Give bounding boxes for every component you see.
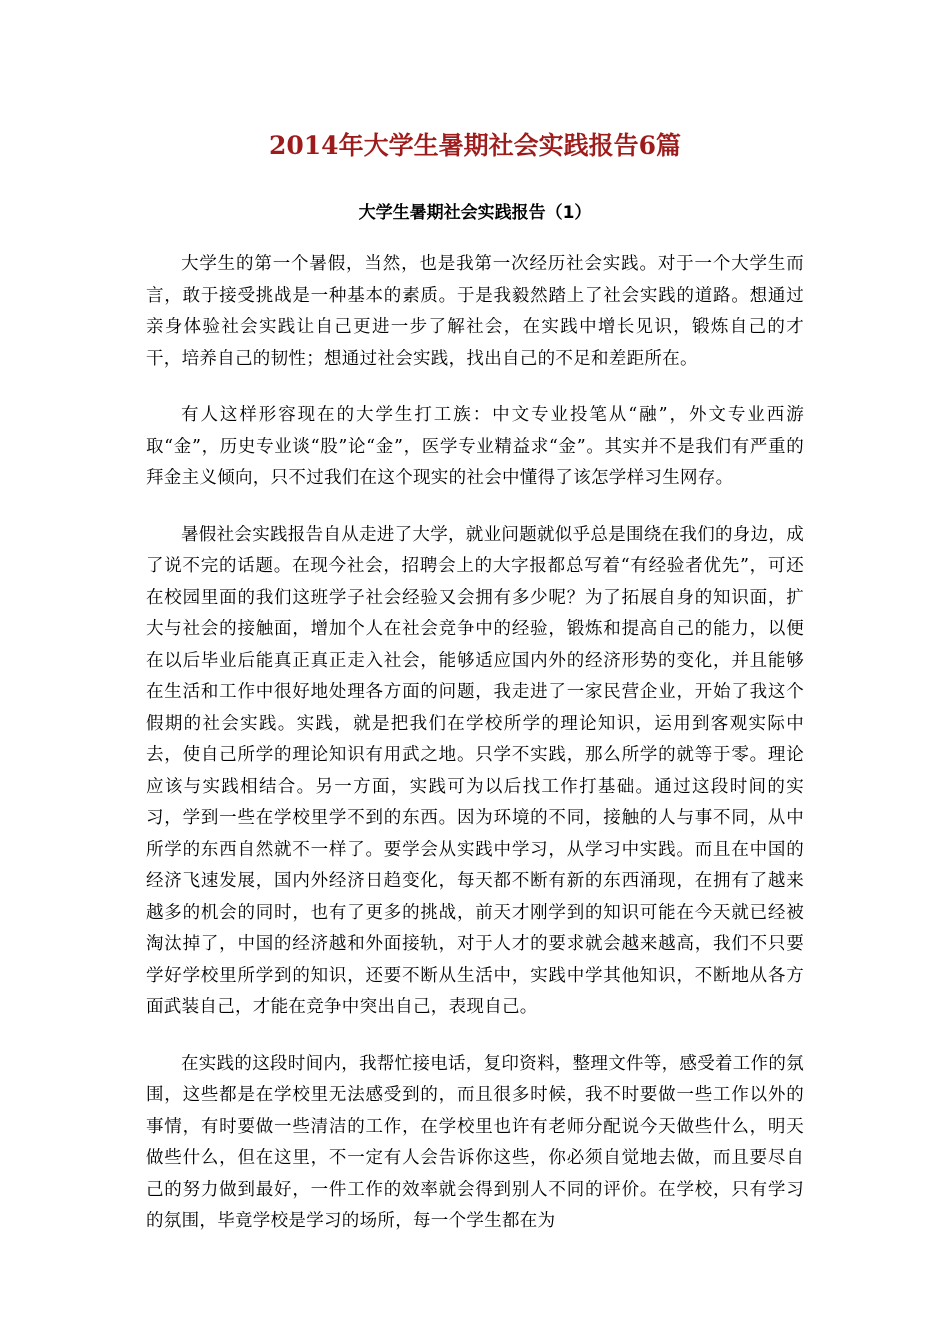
paragraph: 大学生的第一个暑假，当然，也是我第一次经历社会实践。对于一个大学生而言，敢于接受挑战是一种基本的素质。于是我毅然踏上了社会实践的道路。想通过亲身体验社会实践让自己更进一步了解社会，在实践中增长见识，锻炼自己的才干，培养自己的韧性；想通过社会实践，找出自己的不足和差距所在。 — [146, 254, 804, 369]
section-title: 大学生暑期社会实践报告（1） — [358, 203, 592, 223]
document-title: 2014年大学生暑期社会实践报告6篇 — [269, 131, 681, 160]
paragraph: 暑假社会实践报告自从走进了大学，就业问题就似乎总是围绕在我们的身边，成了说不完的话题。在现今社会，招聘会上的大字报都总写着“有经验者优先”，可还在校园里面的我们这班学子社会经验又会拥有多少呢？为了拓展自身的知识面，扩大与社会的接触面，增加个人在社会竞争中的经验，锻炼和提高自己的能力，以便在以后毕业后能真正真正走入社会，能够适应国内外的经济形势的变化，并且能够在生活和工作中很好地处理各方面的问题，我走进了一家民营企业，开始了我这个假期的社会实践。实践，就是把我们在学校所学的理论知识，运用到客观实际中去，使自己所学的理论知识有用武之地。只学不实践，那么所学的就等于零。理论应该与实践相结合。另一方面，实践可为以后找工作打基础。通过这段时间的实习，学到一些在学校里学不到的东西。因为环境的不同，接触的人与事不同，从中所学的东西自然就不一样了。要学会从实践中学习，从学习中实践。而且在中国的经济飞速发展，国内外经济日趋变化，每天都不断有新的东西涌现，在拥有了越来越多的机会的同时，也有了更多的挑战，前天才刚学到的知识可能在今天就已经被淘汰掉了，中国的经济越和外面接轨，对于人才的要求就会越来越高，我们不只要学好学校里所学到的知识，还要不断从生活中，实践中学其他知识，不断地从各方面武装自己，才能在竞争中突出自己，表现自己。 — [146, 524, 804, 1017]
document-body — [146, 249, 804, 1263]
paragraph: 在实践的这段时间内，我帮忙接电话，复印资料，整理文件等，感受着工作的氛围，这些都是在学校里无法感受到的，而且很多时候，我不时要做一些工作以外的事情，有时要做一些清洁的工作，在学校里也许有老师分配说今天做些什么，明天做些什么，但在这里，不一定有人会告诉你这些，你必须自觉地去做，而且要尽自己的努力做到最好，一件工作的效率就会得到别人不同的评价。在学校，只有学习的氛围，毕竟学校是学习的场所，每一个学生都在为 — [146, 1053, 804, 1231]
paragraph: 有人这样形容现在的大学生打工族：中文专业投笔从“融”，外文专业西游取“金”，历史专业谈“股”论“金”，医学专业精益求“金”。其实并不是我们有严重的拜金主义倾向，只不过我们在这个现实的社会中懂得了该怎学样习生网存。 — [146, 405, 804, 488]
